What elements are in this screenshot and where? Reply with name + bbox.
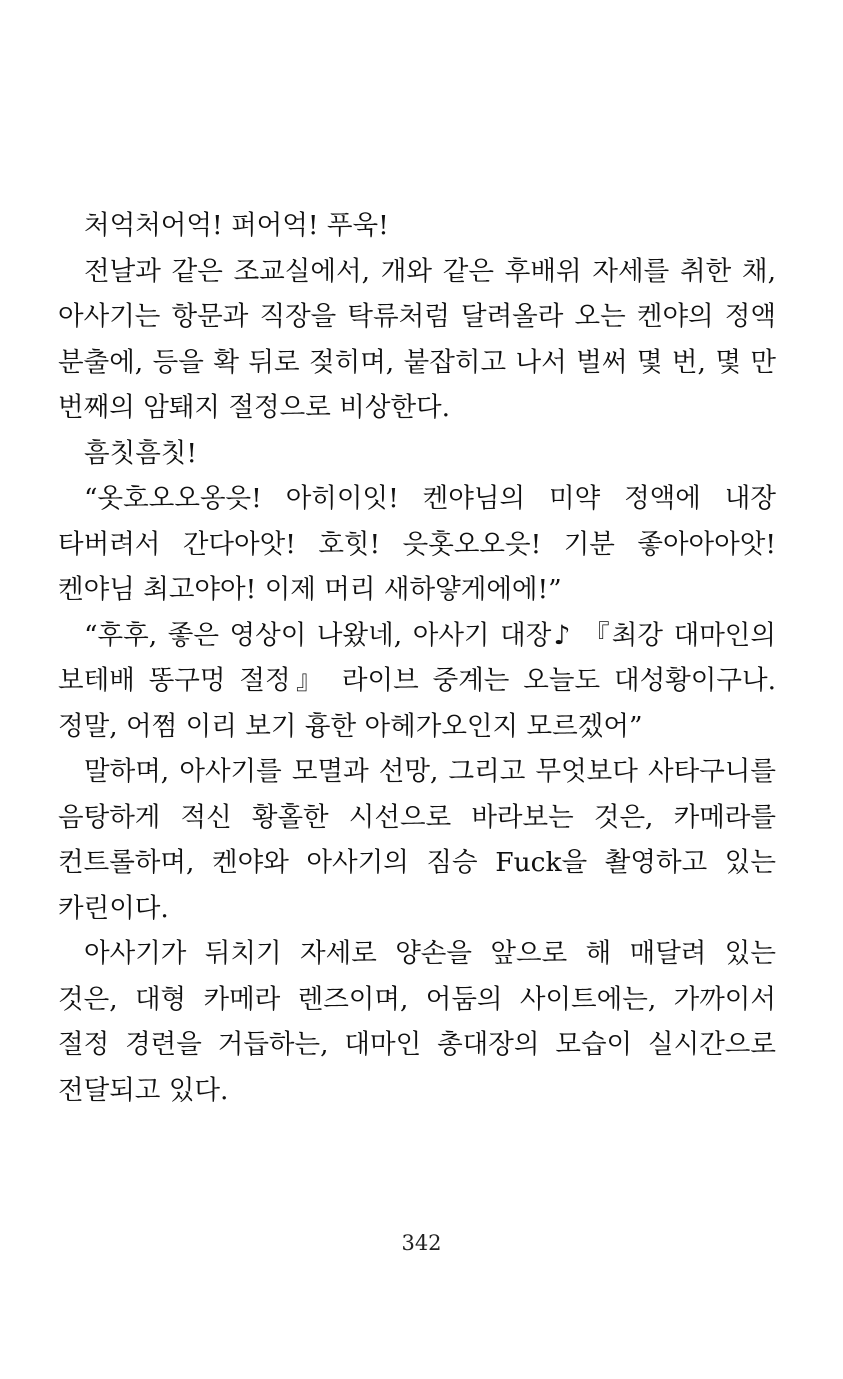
paragraph-7 xyxy=(58,931,776,1113)
text-line: 아사기가 뒤치기 자세로 양손을 앞으로 해 매달려 있는 xyxy=(84,938,776,969)
page-number: 342 xyxy=(401,1231,442,1255)
text-line: 아사기는 항문과 직장을 탁류처럼 달려올라 오는 켄야의 정액 xyxy=(58,301,776,332)
text-line: “후후, 좋은 영상이 나왔네, 아사기 대장♪ 『최강 대마인의 xyxy=(84,619,776,651)
text-line: 것은, 대형 카메라 렌즈이며, 어둠의 사이트에는, 가까이서 xyxy=(58,983,776,1015)
text-line: 타버려서 간다아앗! 호힛! 읏홋오오읏! 기분 좋아아아앗! xyxy=(58,528,776,560)
text-line: 분출에, 등을 확 뒤로 젖히며, 붙잡히고 나서 벌써 몇 번, 몇 만 xyxy=(58,346,776,378)
paragraph-1 xyxy=(58,203,776,249)
paragraph-4 xyxy=(58,476,776,613)
text-line: 켄야님 최고야아! 이제 머리 새하얗게에에!” xyxy=(58,574,562,605)
text-line: 절정 경련을 거듭하는, 대마인 총대장의 모습이 실시간으로 xyxy=(58,1029,776,1060)
text-line: 말하며, 아사기를 모멸과 선망, 그리고 무엇보다 사타구니를 xyxy=(84,756,776,787)
paragraph-2 xyxy=(58,249,776,431)
text-line: 정말, 어쩜 이리 보기 흉한 아헤가오인지 모르겠어” xyxy=(58,710,643,742)
text-line: “옷호오오옹읏! 아히이잇! 켄야님의 미약 정액에 내장 xyxy=(84,483,776,514)
text-line: 흠칫흠칫! xyxy=(84,437,198,469)
text-line: 컨트롤하며, 켄야와 아사기의 짐승 Fuck을 촬영하고 있는 xyxy=(58,847,776,878)
text-line: 번째의 암퇘지 절정으로 비상한다. xyxy=(58,392,451,423)
text-line: 전날과 같은 조교실에서, 개와 같은 후배위 자세를 취한 채, xyxy=(84,255,776,287)
text-line: 처억처어억! 퍼어억! 푸욱! xyxy=(84,210,389,241)
paragraph-5 xyxy=(58,613,776,750)
paragraph-6 xyxy=(58,749,776,931)
text-line: 카린이다. xyxy=(58,892,169,924)
text-line: 보테배 똥구멍 절정』 라이브 중계는 오늘도 대성황이구나. xyxy=(58,665,776,696)
text-line: 전달되고 있다. xyxy=(58,1074,229,1106)
body-text xyxy=(58,203,776,1113)
paragraph-3 xyxy=(58,431,776,477)
text-line: 음탕하게 적신 황홀한 시선으로 바라보는 것은, 카메라를 xyxy=(58,801,776,833)
